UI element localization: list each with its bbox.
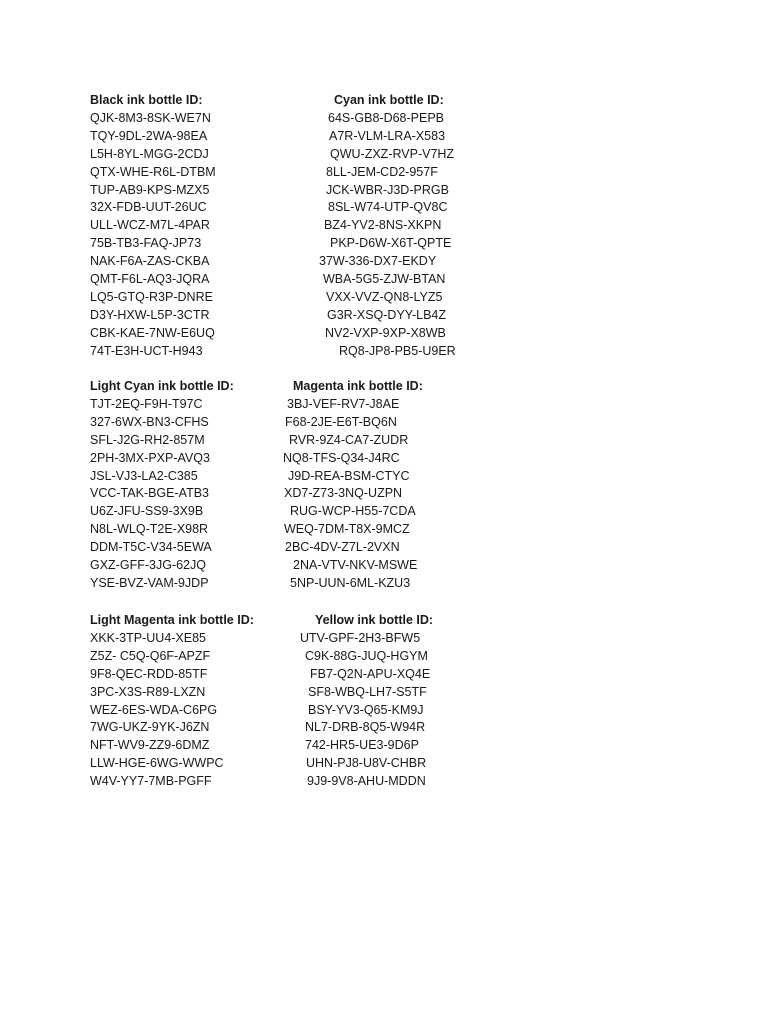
section-heading: Cyan ink bottle ID: [334,93,444,107]
bottle-id: NV2-VXP-9XP-X8WB [325,325,446,340]
bottle-id: 2PH-3MX-PXP-AVQ3 [90,450,210,465]
bottle-id: 3PC-X3S-R89-LXZN [90,684,206,699]
bottle-id: JCK-WBR-J3D-PRGB [326,182,449,197]
bottle-id: Z5Z- C5Q-Q6F-APZF [90,648,211,663]
bottle-id: XKK-3TP-UU4-XE85 [90,630,207,645]
bottle-id: G3R-XSQ-DYY-LB4Z [327,307,447,322]
bottle-id: QWU-ZXZ-RVP-V7HZ [330,146,455,161]
bottle-id: WBA-5G5-ZJW-BTAN [323,272,446,286]
bottle-id: XD7-Z73-3NQ-UZPN [284,486,403,501]
bottle-id: 7WG-UKZ-9YK-J6ZN [90,720,210,735]
bottle-id: VCC-TAK-BGE-ATB3 [90,486,209,501]
bottle-id: 2NA-VTV-NKV-MSWE [293,558,418,572]
bottle-id: J9D-REA-BSM-CTYC [288,468,410,483]
bottle-id: UHN-PJ8-U8V-CHBR [306,756,427,771]
bottle-id: NFT-WV9-ZZ9-6DMZ [90,738,210,753]
bottle-id: SFL-J2G-RH2-857M [90,432,205,447]
bottle-id: A7R-VLM-LRA-X583 [329,128,446,143]
bottle-id: BSY-YV3-Q65-KM9J [308,702,424,717]
bottle-id: 5NP-UUN-6ML-KZU3 [290,575,411,590]
bottle-id: DDM-T5C-V34-5EWA [90,540,212,555]
bottle-id: TQY-9DL-2WA-98EA [90,128,208,143]
bottle-id: WEQ-7DM-T8X-9MCZ [284,522,410,537]
section-heading: Black ink bottle ID: [90,93,203,107]
bottle-id: 9J9-9V8-AHU-MDDN [307,774,426,789]
section-heading: Magenta ink bottle ID: [293,379,423,393]
bottle-id: RQ8-JP8-PB5-U9ER [339,343,456,358]
bottle-id: TUP-AB9-KPS-MZX5 [90,182,210,197]
bottle-id: PKP-D6W-X6T-QPTE [330,236,452,251]
bottle-id: 742-HR5-UE3-9D6P [305,738,419,753]
bottle-id: BZ4-YV2-8NS-XKPN [324,218,442,233]
bottle-id: NL7-DRB-8Q5-W94R [305,720,426,735]
bottle-id: 327-6WX-BN3-CFHS [90,414,209,429]
bottle-id: VXX-VVZ-QN8-LYZ5 [326,289,443,304]
bottle-id: 9F8-QEC-RDD-85TF [90,666,208,681]
bottle-id: LLW-HGE-6WG-WWPC [90,756,224,771]
bottle-id: L5H-8YL-MGG-2CDJ [90,146,209,161]
bottle-id: CBK-KAE-7NW-E6UQ [90,325,215,340]
section-heading: Light Cyan ink bottle ID: [90,379,234,393]
bottle-id: 2BC-4DV-Z7L-2VXN [285,540,400,555]
bottle-id: QTX-WHE-R6L-DTBM [90,164,216,179]
section-heading: Light Magenta ink bottle ID: [90,613,254,627]
bottle-id: RUG-WCP-H55-7CDA [290,504,416,519]
bottle-id: NAK-F6A-ZAS-CKBA [90,254,210,269]
bottle-id: 8LL-JEM-CD2-957F [326,164,438,179]
bottle-id: JSL-VJ3-LA2-C385 [90,468,198,483]
bottle-id: 32X-FDB-UUT-26UC [90,200,207,215]
bottle-id: 74T-E3H-UCT-H943 [90,343,203,358]
bottle-id: QJK-8M3-8SK-WE7N [90,110,211,125]
bottle-id: WEZ-6ES-WDA-C6PG [90,702,218,717]
bottle-id: 3BJ-VEF-RV7-J8AE [287,396,400,411]
bottle-id: GXZ-GFF-3JG-62JQ [90,558,206,572]
bottle-id: C9K-88G-JUQ-HGYM [305,648,428,663]
bottle-id: LQ5-GTQ-R3P-DNRE [90,289,213,304]
bottle-id: 75B-TB3-FAQ-JP73 [90,236,202,251]
bottle-id: NQ8-TFS-Q34-J4RC [283,450,400,465]
section-heading: Yellow ink bottle ID: [315,613,434,627]
bottle-id: U6Z-JFU-SS9-3X9B [90,504,204,519]
bottle-id: YSE-BVZ-VAM-9JDP [90,575,209,590]
bottle-id: 8SL-W74-UTP-QV8C [328,200,448,215]
bottle-id: SF8-WBQ-LH7-S5TF [308,684,427,699]
bottle-id: RVR-9Z4-CA7-ZUDR [289,432,409,447]
bottle-id: W4V-YY7-7MB-PGFF [90,774,212,789]
bottle-id: F68-2JE-E6T-BQ6N [285,414,397,429]
bottle-id: ULL-WCZ-M7L-4PAR [90,218,210,233]
bottle-id: 37W-336-DX7-EKDY [319,254,437,269]
bottle-id: D3Y-HXW-L5P-3CTR [90,307,210,322]
bottle-id: QMT-F6L-AQ3-JQRA [90,272,210,286]
bottle-id: 64S-GB8-D68-PEPB [328,110,445,125]
bottle-id: TJT-2EQ-F9H-T97C [90,396,203,411]
bottle-id: UTV-GPF-2H3-BFW5 [300,630,421,645]
bottle-id: FB7-Q2N-APU-XQ4E [310,666,431,681]
bottle-id: N8L-WLQ-T2E-X98R [90,522,209,537]
